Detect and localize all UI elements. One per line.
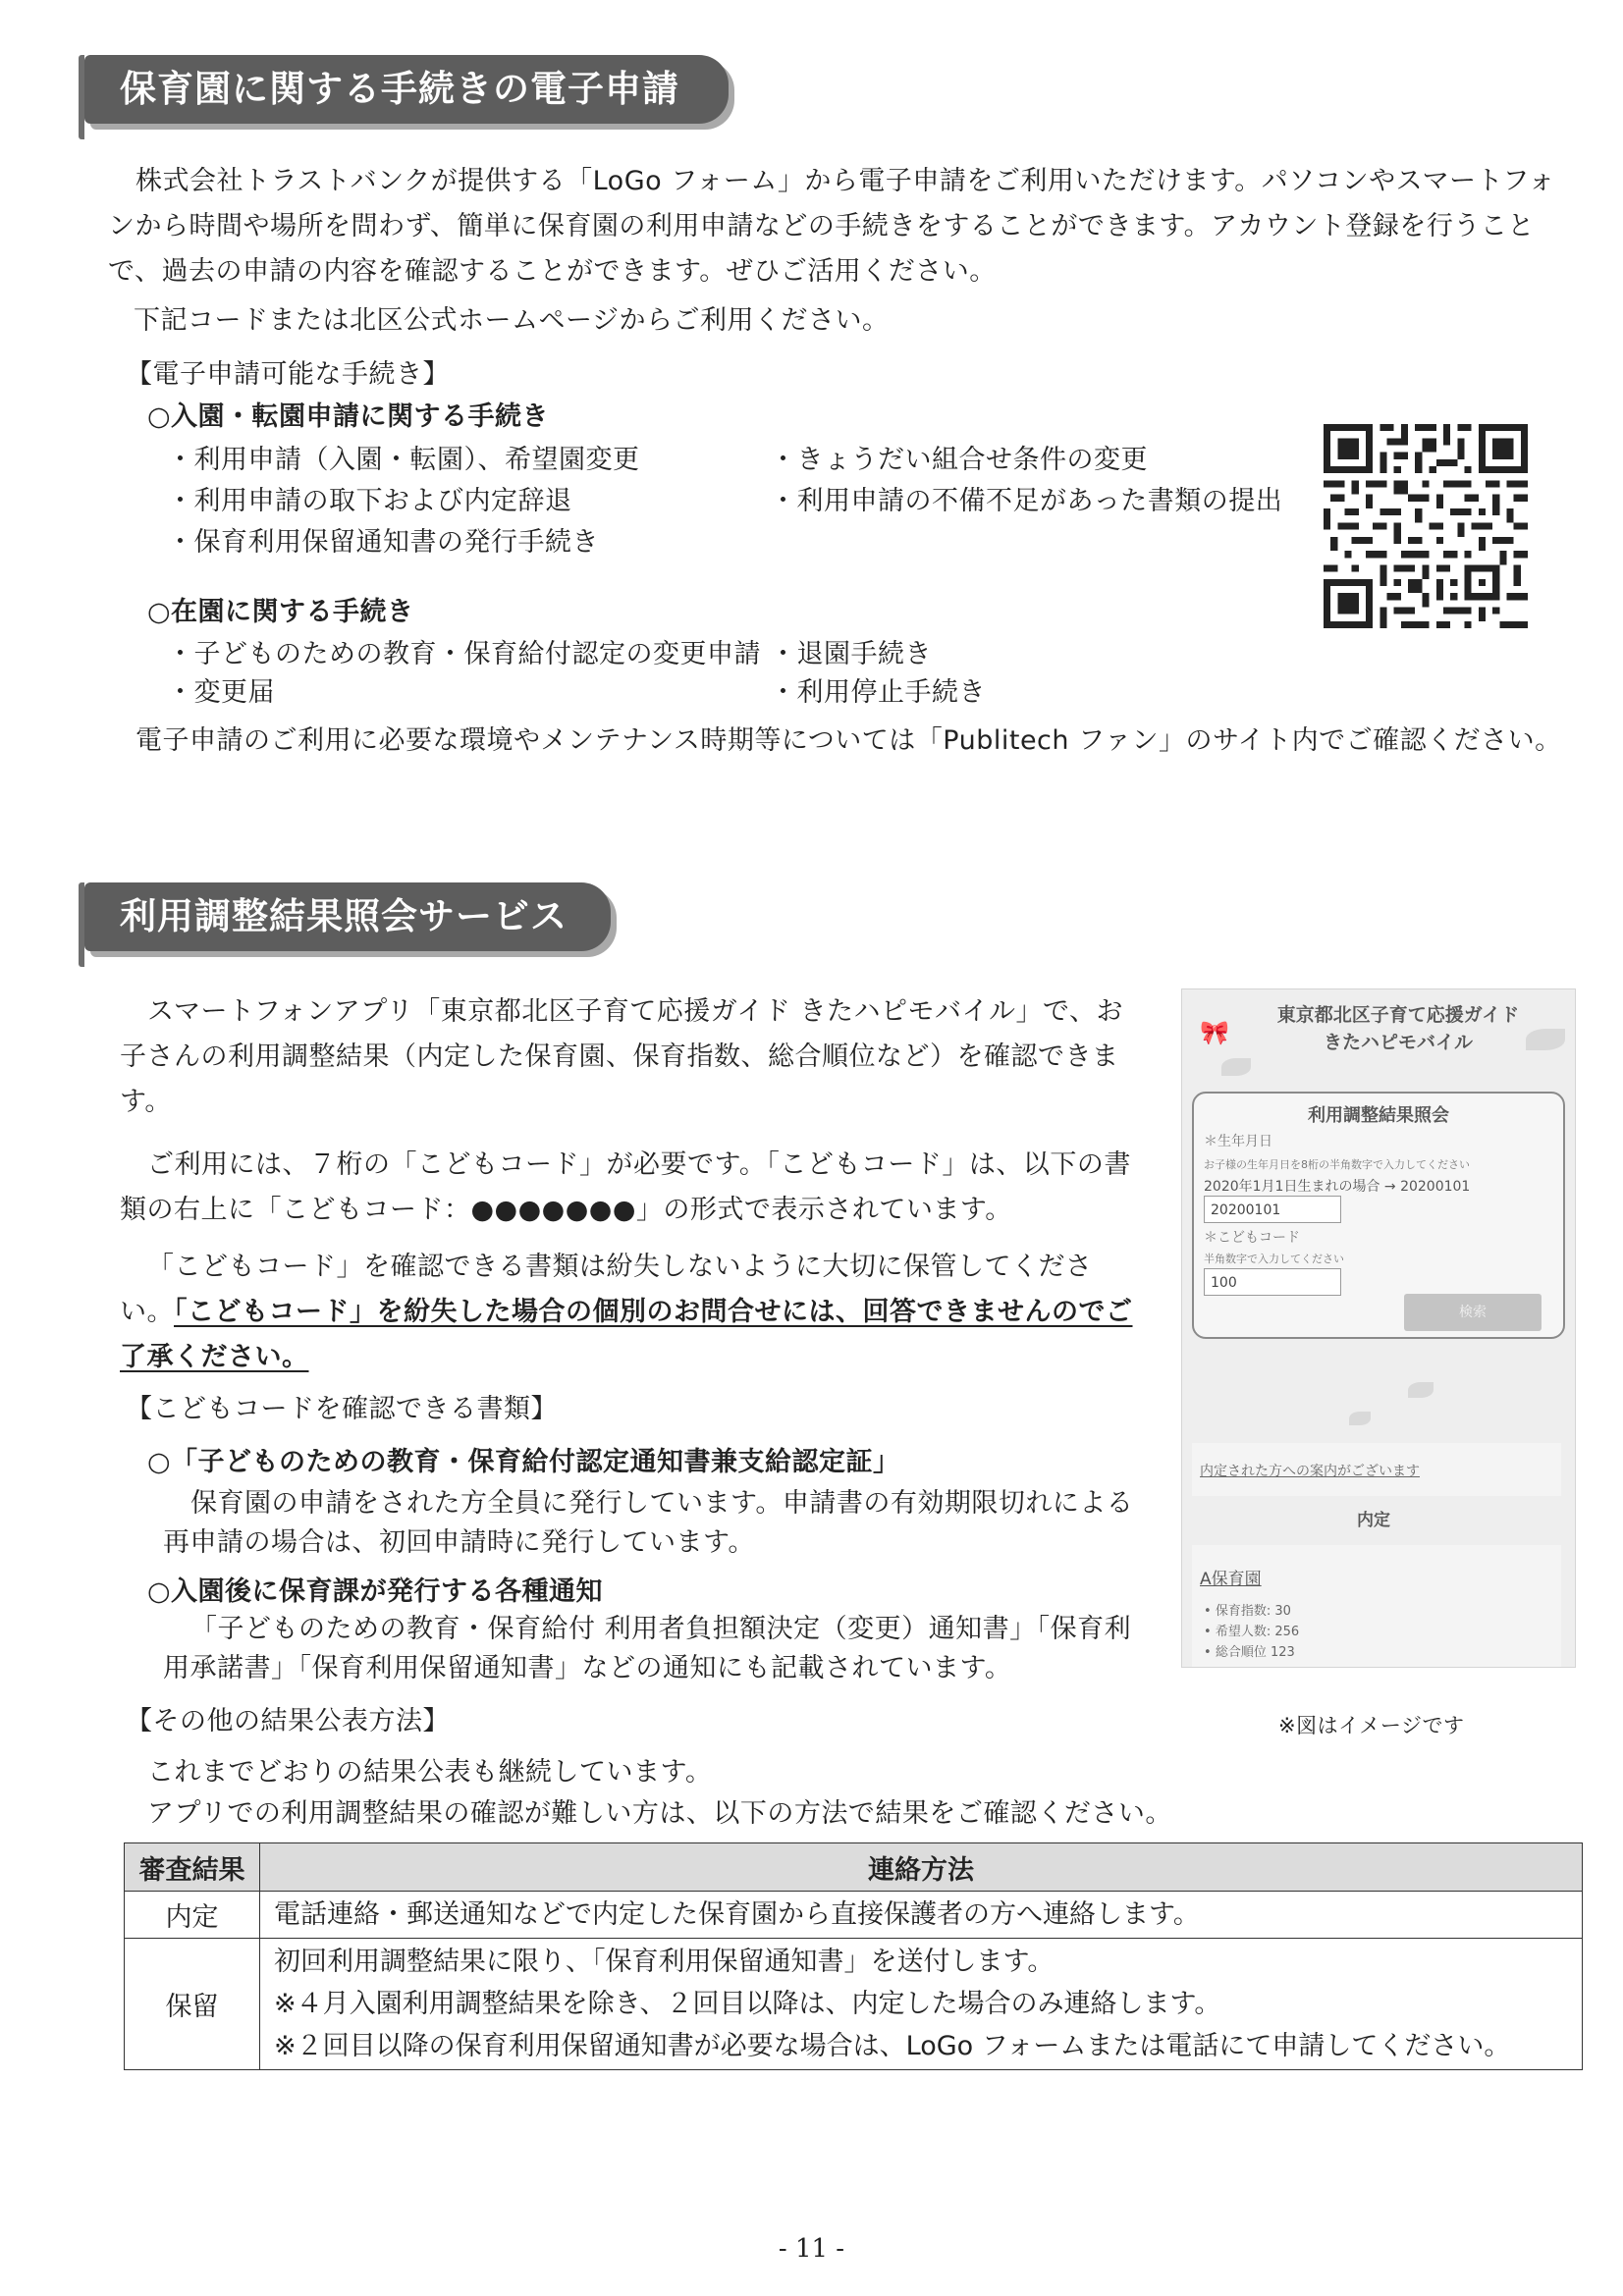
nursery-name[interactable]: A保育園 (1200, 1570, 1262, 1589)
form-title: 利用調整結果照会 (1308, 1105, 1449, 1126)
search-button[interactable]: 検索 (1404, 1294, 1542, 1331)
dob-example: 2020年1月1日生まれの場合 → 20200101 (1204, 1179, 1471, 1195)
header-result: 審査結果 (125, 1843, 260, 1892)
other-methods-text-2: アプリでの利用調整結果の確認が難しい方は、以下の方法で結果をご確認ください。 (147, 1798, 1172, 1829)
procedure-item: ・子どものための教育・保育給付認定の変更申請 (167, 639, 761, 669)
image-note: ※図はイメージです (1278, 1714, 1465, 1737)
procedure-item: ・利用停止手続き (770, 677, 986, 708)
dob-label: ＊生年月日 (1204, 1134, 1272, 1149)
document-certificate-description: 保育園の申請をされた方全員に発行しています。申請書の有効期限切れによる再申請の場合は、初回申請時に発行しています。 (163, 1488, 1134, 1558)
procedure-item: ・利用申請（入園・転園）、希望園変更 (167, 445, 640, 475)
intro-paragraph: 株式会社トラストバンクが提供する「LoGo フォーム」から電子申請をご利用いただけます。パソコンやスマートフォンから時間や場所を問わず、簡単に保育園の利用申請などの手続きをすることができます。アカウント登録を行うことで、過去の申請の内容を確認することができます。ぜひご活用ください。 (108, 166, 1555, 287)
environment-note: 電子申請のご利用に必要な環境やメンテナンス時期等については「Publitech ファン」のサイト内でご確認ください。 (135, 725, 1562, 756)
detail-index: • 保育指数: 30 (1204, 1604, 1291, 1619)
table-row (125, 1939, 1583, 2070)
pending-line: 初回利用調整結果に限り、「保育利用保留通知書」を送付します。 (274, 1947, 1055, 1977)
ribbon-logo-icon: 🎀 (1200, 1019, 1229, 1046)
leaf-decoration (1349, 1412, 1371, 1425)
leaf-decoration (1408, 1382, 1434, 1398)
procedure-item: ・利用申請の不備不足があった書類の提出 (770, 486, 1283, 516)
detail-rank: • 総合順位 123 (1204, 1645, 1295, 1660)
row-label-approved: 内定 (125, 1892, 260, 1939)
child-code-paragraph: ご利用には、７桁の「こどもコード」が必要です。「こどもコード」は、以下の書類の右上に「こどもコード：●●●●●●●」の形式で表示されています。 (120, 1149, 1131, 1225)
leaf-decoration (1221, 1058, 1251, 1076)
document-notices-title: ○入園後に保育課が発行する各種通知 (147, 1576, 604, 1607)
procedure-item: ・変更届 (167, 677, 275, 708)
documents-list-title: 【こどもコードを確認できる書類】 (126, 1394, 558, 1424)
procedure-group-enrolled-title: ○在園に関する手続き (147, 597, 414, 627)
child-code-hint: 半角数字で入力してください (1204, 1253, 1344, 1265)
procedure-item: ・保育利用保留通知書の発行手続き (167, 527, 599, 558)
header-contact-method: 連絡方法 (260, 1843, 1583, 1892)
app-intro-paragraph: スマートフォンアプリ「東京都北区子育て応援ガイド きたハピモバイル」で、お子さんの利用調整結果（内定した保育園、保育指数、総合順位など）を確認できます。 (120, 996, 1123, 1117)
procedures-list-title: 【電子申請可能な手続き】 (126, 359, 450, 390)
procedure-group-admission-title: ○入園・転園申請に関する手続き (147, 401, 550, 432)
child-code-label: ＊こどもコード (1204, 1230, 1300, 1246)
contact-methods-table (124, 1842, 1583, 2070)
section-title-electronic-application: 保育園に関する手続きの電子申請 (84, 55, 729, 124)
pending-line: ※４月入園利用調整結果を除き、２回目以降は、内定した場合のみ連絡します。 (274, 1989, 1221, 2019)
app-title: 東京都北区子育て応援ガイド きたハピモバイル (1276, 1004, 1520, 1053)
qr-code[interactable] (1324, 424, 1528, 628)
dob-input[interactable]: 20200101 (1204, 1196, 1341, 1223)
row-label-pending: 保留 (125, 1939, 260, 2070)
dob-hint: お子様の生年月日を8桁の半角数字で入力してください (1204, 1158, 1470, 1171)
procedure-item: ・利用申請の取下および内定辞退 (167, 486, 572, 516)
table-row (125, 1892, 1583, 1939)
lost-code-warning: 「こどもコード」を紛失した場合の個別のお問合せには、回答できませんのでご了承ください。 (120, 1297, 1133, 1372)
page-number: - 11 - (778, 2234, 845, 2264)
status-label: 内定 (1357, 1511, 1390, 1530)
document-certificate-title: ○「子どものための教育・保育給付認定通知書兼支給認定証」 (147, 1447, 900, 1477)
pending-line: ※２回目以降の保育利用保留通知書が必要な場合は、LoGo フォームまたは電話にて申請してください。 (274, 2031, 1511, 2061)
section-title-result-inquiry: 利用調整結果照会サービス (84, 882, 611, 951)
table-header-row (125, 1843, 1583, 1892)
row-text-approved: 電話連絡・郵送通知などで内定した保育園から直接保護者の方へ連絡します。 (260, 1892, 1583, 1939)
procedure-item: ・退園手続き (770, 639, 932, 669)
app-screenshot (1181, 988, 1576, 1668)
other-methods-title: 【その他の結果公表方法】 (126, 1706, 450, 1736)
row-text-pending (260, 1939, 1583, 2070)
procedure-item: ・きょうだい組合せ条件の変更 (770, 445, 1148, 475)
document-notices-description: 「子どものための教育・保育給付 利用者負担額決定（変更）通知書」「保育利用承諾書」「保育利用保留通知書」などの通知にも記載されています。 (163, 1614, 1132, 1683)
access-guidance: 下記コードまたは北区公式ホームページからご利用ください。 (134, 305, 890, 336)
child-code-input[interactable]: 100 (1204, 1268, 1341, 1296)
detail-applicants: • 希望人数: 256 (1204, 1625, 1300, 1639)
other-methods-text-1: これまでどおりの結果公表も継続しています。 (147, 1757, 713, 1788)
storage-advice: 「こどもコード」を確認できる書類は紛失しないように大切に保管してください。 (120, 1252, 1093, 1327)
result-inquiry-form (1192, 1092, 1565, 1339)
notice-link[interactable]: 内定された方への案内がございます (1200, 1464, 1420, 1479)
child-code-storage-paragraph (120, 1245, 1141, 1380)
